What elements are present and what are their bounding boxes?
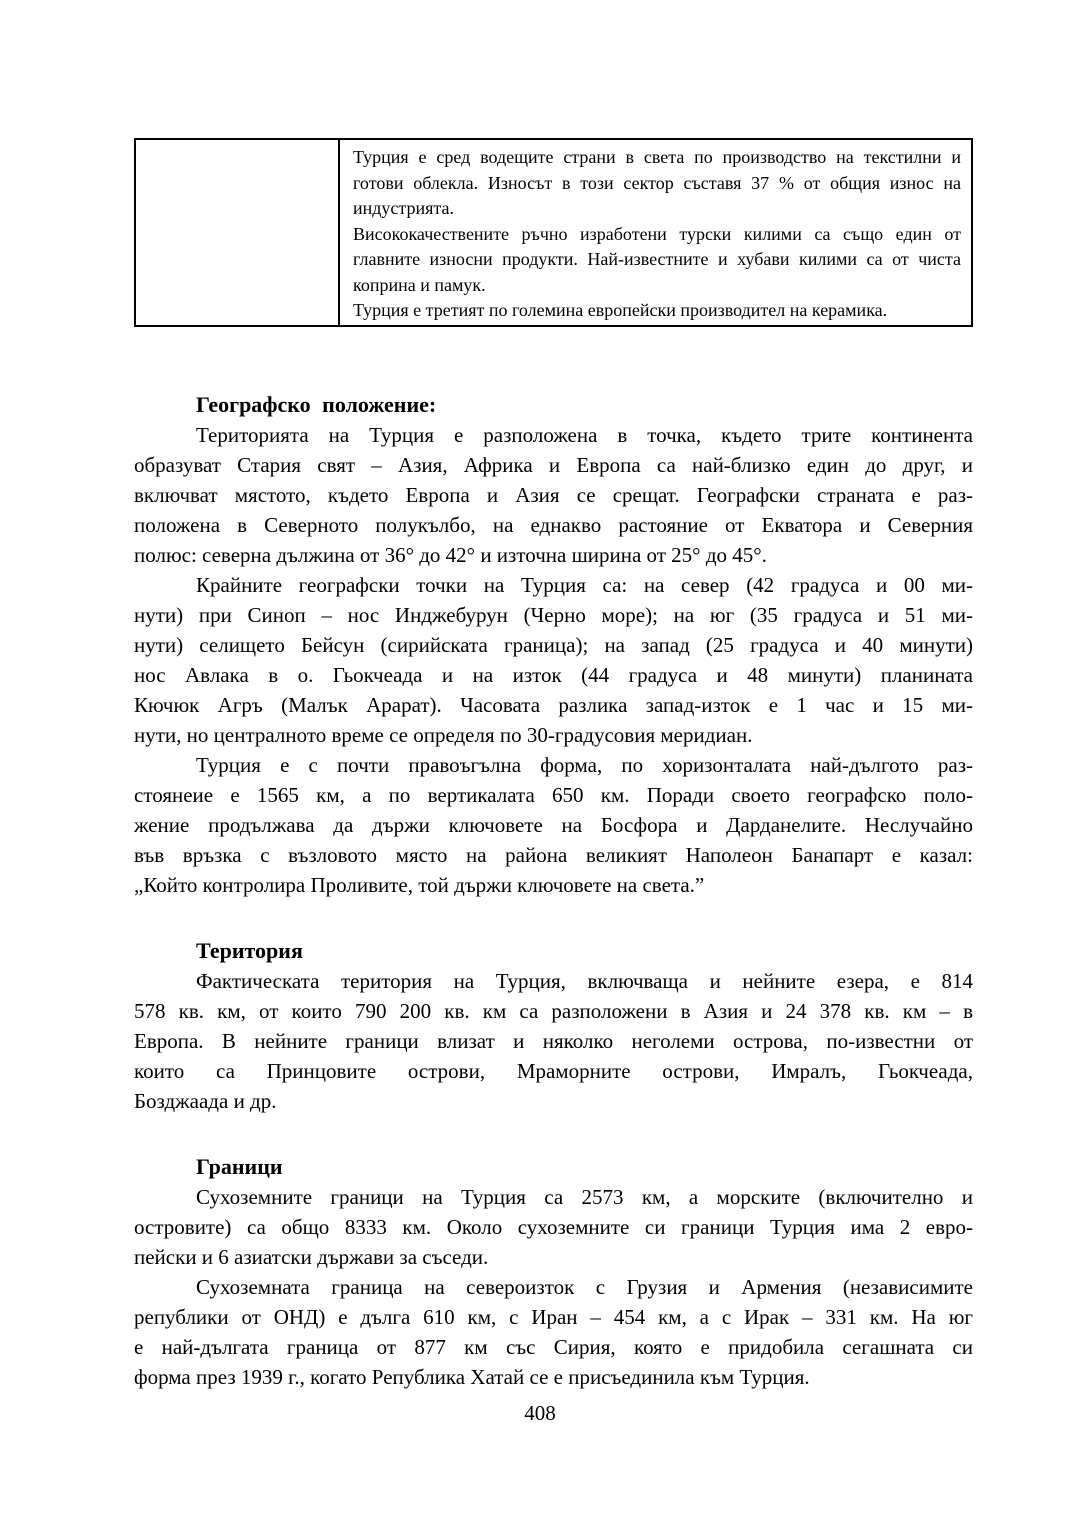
body-text-line: във връзка с възловото място на района великият Наполеон Банапарт е казал: (134, 843, 973, 867)
body-text-line: нути) при Синоп – нос Инджебурун (Черно море); на юг (35 градуса и 51 ми- (134, 603, 973, 627)
body-text-line: Европа. В нейните граници влизат и няколко неголеми острова, по-известни от (134, 1029, 973, 1053)
body-text-line: образуват Стария свят – Азия, Африка и Европа са най-близко един до друг, и (134, 453, 973, 477)
info-table-left-cell (136, 140, 340, 325)
body-text-line: положена в Северното полукълбо, на еднакво растояние от Екватора и Северния (134, 513, 973, 537)
info-table-right-cell (340, 140, 971, 325)
body-text-line: нос Авлака в о. Гьокчеада и на изток (44 градуса и 48 минути) планината (134, 663, 973, 687)
body-text-line: Фактическата територия на Турция, включваща и нейните езера, е 814 (196, 969, 973, 993)
section-heading: Територия (196, 938, 303, 963)
body-text-line: е най-дългата граница от 877 км със Сирия, която е придобила сегашната си (134, 1335, 973, 1359)
section-2 (134, 936, 973, 1116)
table-text-line: главните износни продукти. Най-известните и хубави килими са от чиста (353, 249, 961, 269)
body-text-line: стоянеие е 1565 км, а по вертикалата 650 км. Поради своето географско поло- (134, 783, 973, 807)
table-text-line: коприна и памук. (353, 274, 486, 295)
table-text-line: готови облекла. Износът в този сектор съставя 37 % от общия износ на (353, 172, 961, 193)
body-text-line: Кючюк Агръ (Малък Арарат). Часовата разлика запад-изток е 1 час и 15 ми- (134, 693, 973, 717)
document-body (134, 327, 973, 1392)
body-text-line: Бозджаада и др. (134, 1089, 277, 1113)
table-text-line: Турция е сред водещите страни в света по производство на текстилни и (353, 147, 961, 167)
body-text-line: които са Принцовите острови, Мраморните острови, Имралъ, Гьокчеада, (134, 1059, 973, 1083)
section-heading: Географско положение: (196, 392, 437, 417)
info-table (134, 138, 973, 327)
body-text-line: Сухоземните граници на Турция са 2573 км, а морските (включително и (196, 1185, 973, 1209)
body-text-line: островите) са общо 8333 км. Около сухоземните си граници Турция има 2 евро- (134, 1215, 973, 1239)
section-heading: Граници (196, 1154, 283, 1179)
body-text-line: полюс: северна дължина от 36° до 42° и източна ширина от 25° до 45°. (134, 543, 767, 567)
body-text-line: 578 кв. км, от които 790 200 кв. км са разположени в Азия и 24 378 кв. км – в (134, 999, 973, 1023)
body-text-line: нути, но централното време се определя по 30-градусовия меридиан. (134, 723, 753, 747)
body-text-line: нути) селището Бейсун (сирийската граница); на запад (25 градуса и 40 минути) (134, 633, 973, 657)
body-text-line: пейски и 6 азиатски държави за съседи. (134, 1245, 489, 1269)
table-text-line: индустрията. (353, 198, 454, 218)
body-text-line: Турция е с почти правоъгълна форма, по хоризонталата най-дългото раз- (196, 753, 973, 777)
body-text-line: Крайните географски точки на Турция са: на север (42 градуса и 00 ми- (196, 573, 973, 597)
body-text-line: включват мястото, където Европа и Азия се срещат. Географски страната е раз- (134, 483, 973, 507)
table-text-line: Турция е третият по големина европейски производител на керамика. (353, 300, 888, 320)
section-3 (134, 1152, 973, 1392)
body-text-line: „Който контролира Проливите, той държи ключовете на света.” (134, 873, 705, 897)
body-text-line: републики от ОНД) е дълга 610 км, с Иран – 454 км, а с Ирак – 331 км. На юг (134, 1305, 973, 1329)
page-number: 408 (524, 1401, 556, 1425)
section-1 (134, 390, 973, 900)
body-text-line: Територията на Турция е разположена в точка, където трите континента (196, 423, 973, 447)
table-text-line: Висококачествените ръчно изработени турски килими са също един от (353, 223, 961, 244)
body-text-line: жение продължава да държи ключовете на Босфора и Дарданелите. Неслучайно (134, 813, 973, 837)
body-text-line: Сухоземната граница на североизток с Грузия и Армения (независимите (196, 1275, 973, 1299)
body-text-line: форма през 1939 г., когато Република Хатай се е присъединила към Турция. (134, 1365, 810, 1389)
